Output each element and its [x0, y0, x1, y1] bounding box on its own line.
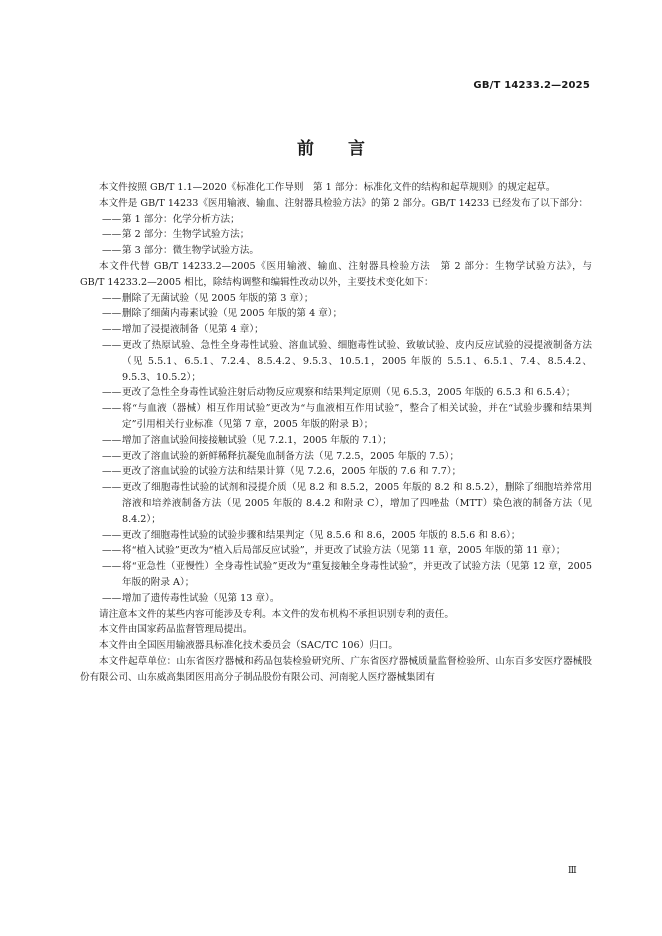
part-item	[80, 243, 592, 259]
change-item	[80, 528, 592, 544]
parts-list	[80, 212, 592, 259]
standard-number: GB/T 14233.2—2025	[473, 80, 590, 91]
list-dash: ——	[102, 403, 122, 415]
list-item-text: 增加了浸提液制备（见第 4 章）；	[122, 324, 264, 336]
change-item	[80, 449, 592, 465]
list-item-text: 第 3 部分：微生物学试验方法。	[122, 245, 259, 257]
list-item-text: 增加了遗传毒性试验（见第 13 章）。	[122, 592, 280, 604]
list-dash: ——	[102, 450, 122, 462]
list-item-text: 将“植入试验”更改为“植入后局部反应试验”，并更改了试验方法（见第 11 章，2005 年版的第 11 章）；	[122, 545, 566, 557]
part-item	[80, 212, 592, 228]
list-item-text: 删除了无菌试验（见 2005 年版的第 3 章）；	[122, 292, 314, 304]
foreword-body	[80, 180, 592, 686]
list-item-text: 第 2 部分：生物学试验方法；	[122, 229, 250, 241]
change-item	[80, 385, 592, 401]
list-item-text: 删除了细菌内毒素试验（见 2005 年版的第 4 章）；	[122, 308, 343, 320]
list-item-text: 将“亚急性（亚慢性）全身毒性试验”更改为“重复接触全身毒性试验”，并更改了试验方法（见第 12 章，2005 年版的附录 A）；	[122, 561, 592, 588]
list-item-text: 更改了溶血试验的新鲜稀释抗凝兔血制备方法（见 7.2.5，2005 年版的 7.5）；	[122, 450, 460, 462]
page-title	[0, 134, 662, 159]
replace-paragraph: 本文件代替 GB/T 14233.2—2005《医用输液、输血、注射器具检验方法 第 2 部分：生物学试验方法》，与 GB/T 14233.2—2005 相比，除结构调整和编辑性改动以外，主要技术变化如下：	[80, 260, 592, 288]
change-item	[80, 433, 592, 449]
list-dash: ——	[102, 592, 122, 604]
list-dash: ——	[102, 545, 122, 557]
change-item	[80, 543, 592, 559]
intro-paragraph: 本文件是 GB/T 14233《医用输液、输血、注射器具检验方法》的第 2 部分。GB/T 14233 已经发布了以下部分：	[99, 197, 589, 209]
closing-paragraph: 请注意本文件的某些内容可能涉及专利。本文件的发布机构不承担识别专利的责任。	[99, 608, 454, 620]
changes-list	[80, 291, 592, 607]
change-item	[80, 591, 592, 607]
list-item-text: 更改了热原试验、急性全身毒性试验、溶血试验、细胞毒性试验、致敏试验、皮内反应试验的浸提液制备方法（见 5.5.1、6.5.1、7.2.4、8.5.4.2、9.5.3、10.5.1，2005 年版的 5.5.1、6.5.1、7.4、8.5.4.2、9.5.3、10.5.2）；	[122, 339, 592, 383]
list-dash: ——	[102, 292, 122, 304]
list-dash: ——	[102, 245, 122, 257]
list-item-text: 第 1 部分：化学分析方法；	[122, 213, 240, 225]
list-dash: ——	[102, 324, 122, 336]
title-char-1: 前	[297, 139, 314, 159]
list-item-text: 更改了细胞毒性试验的试剂和浸提介质（见 8.2 和 8.5.2，2005 年版的 8.2 和 8.5.2），删除了细胞培养常用溶液和培养液制备方法（见 2005 年版的 8.4.2 和附录 C），增加了四唑盐（MTT）染色液的制备方法（见 8.4.2）；	[122, 482, 592, 525]
list-item-text: 更改了急性全身毒性试验注射后动物反应观察和结果判定原则（见 6.5.3，2005 年版的 6.5.3 和 6.5.4）；	[122, 387, 576, 399]
list-dash: ——	[102, 466, 122, 478]
closing-paragraph: 本文件由国家药品监督管理局提出。	[99, 624, 253, 636]
change-item	[80, 291, 592, 307]
list-dash: ——	[102, 308, 122, 320]
change-item	[80, 306, 592, 322]
page-number: Ⅲ	[568, 866, 578, 876]
change-item	[80, 338, 592, 385]
intro-paragraph: 本文件按照 GB/T 1.1—2020《标准化工作导则 第 1 部分：标准化文件的结构和起草规则》的规定起草。	[99, 182, 556, 193]
list-dash: ——	[102, 561, 122, 573]
change-item	[80, 322, 592, 338]
closing-paragraphs	[80, 607, 592, 686]
list-dash: ——	[102, 387, 122, 399]
change-item	[80, 401, 592, 433]
list-item-text: 更改了细胞毒性试验的试验步骤和结果判定（见 8.5.6 和 8.6，2005 年版的 8.5.6 和 8.6）；	[122, 529, 521, 541]
list-dash: ——	[102, 434, 122, 446]
list-dash: ——	[102, 339, 122, 351]
change-item	[80, 480, 592, 527]
list-dash: ——	[102, 529, 122, 541]
list-item-text: 增加了溶血试验间接接触试验（见 7.2.1，2005 年版的 7.1）；	[122, 434, 392, 446]
list-dash: ——	[102, 482, 122, 494]
list-item-text: 将“与血液（器械）相互作用试验”更改为“与血液相互作用试验”，整合了相关试验，并在“试验步骤和结果判定”引用相关行业标准（见第 7 章，2005 年版的附录 B）；	[122, 403, 592, 430]
list-dash: ——	[102, 229, 122, 241]
list-dash: ——	[102, 213, 122, 225]
title-char-2: 言	[348, 139, 365, 159]
list-item-text: 更改了溶血试验的试验方法和结果计算（见 7.2.6，2005 年版的 7.6 和 7.7）；	[122, 466, 462, 478]
change-item	[80, 559, 592, 591]
closing-paragraph: 本文件起草单位：山东省医疗器械和药品包装检验研究所、广东省医疗器械质量监督检验所、山东百多安医疗器械股份有限公司、山东威高集团医用高分子制品股份有限公司、河南驼人医疗器械集团有	[80, 655, 592, 683]
change-item	[80, 464, 592, 480]
closing-paragraph: 本文件由全国医用输液器具标准化技术委员会（SAC/TC 106）归口。	[99, 640, 399, 652]
part-item	[80, 227, 592, 243]
